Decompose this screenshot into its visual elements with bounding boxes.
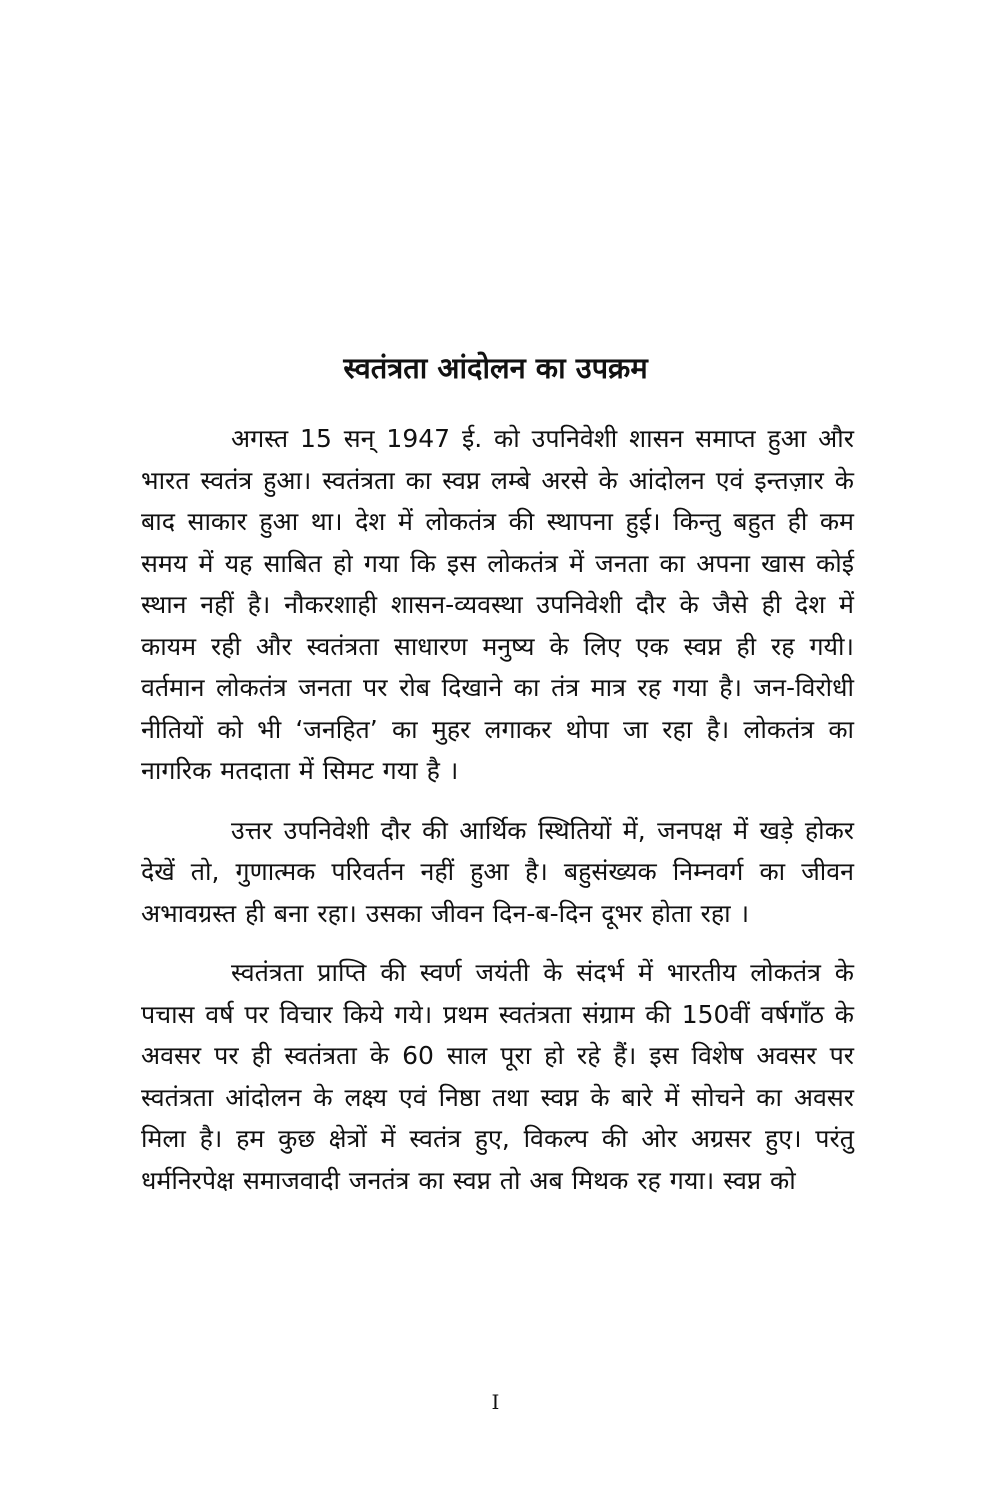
paragraph-1: अगस्त 15 सन् 1947 ई. को उपनिवेशी शासन समाप्त हुआ और भारत स्वतंत्र हुआ। स्वतंत्रता का स्वप्न लम्बे अरसे के आंदोलन एवं इन्तज़ार के बाद साकार हुआ था। देश में लोकतंत्र की स्थापना हुई। किन्तु बहुत ही कम समय में यह साबित हो गया कि इस लोकतंत्र में जनता का अपना खास कोई स्थान नहीं है। नौकरशाही शासन-व्यवस्था उपनिवेशी दौर के जैसे ही देश में कायम रही और स्वतंत्रता साधारण मनुष्य के लिए एक स्वप्न ही रह गयी। वर्तमान लोकतंत्र जनता पर रोब दिखाने का तंत्र मात्र रह गया है। जन-विरोधी नीतियों को भी ‘जनहित’ का मुहर लगाकर थोपा जा रहा है। लोकतंत्र का नागरिक मतदाता में सिमट गया है । [141,424,854,785]
paragraph-3: स्वतंत्रता प्राप्ति की स्वर्ण जयंती के संदर्भ में भारतीय लोकतंत्र के पचास वर्ष पर विचार किये गये। प्रथम स्वतंत्रता संग्राम की 150वीं वर्षगाँठ के अवसर पर ही स्वतंत्रता के 60 साल पूरा हो रहे हैं। इस विशेष अवसर पर स्वतंत्रता आंदोलन के लक्ष्य एवं निष्ठा तथा स्वप्न के बारे में सोचने का अवसर मिला है। हम कुछ क्षेत्रों में स्वतंत्र हुए, विकल्प की ओर अग्रसर हुए। परंतु धर्मनिरपेक्ष समाजवादी जनतंत्र का स्वप्न तो अब मिथक रह गया। स्वप्न को [141,958,854,1195]
paragraph-2: उत्तर उपनिवेशी दौर की आर्थिक स्थितियों में, जनपक्ष में खड़े होकर देखें तो, गुणात्मक परिवर्तन नहीं हुआ है। बहुसंख्यक निम्नवर्ग का जीवन अभावग्रस्त ही बना रहा। उसका जीवन दिन-ब-दिन दूभर होता रहा । [141,815,854,928]
page-title: स्वतंत्रता आंदोलन का उपक्रम [343,351,648,385]
page-number: I [491,1390,500,1414]
body-text [141,418,854,1219]
